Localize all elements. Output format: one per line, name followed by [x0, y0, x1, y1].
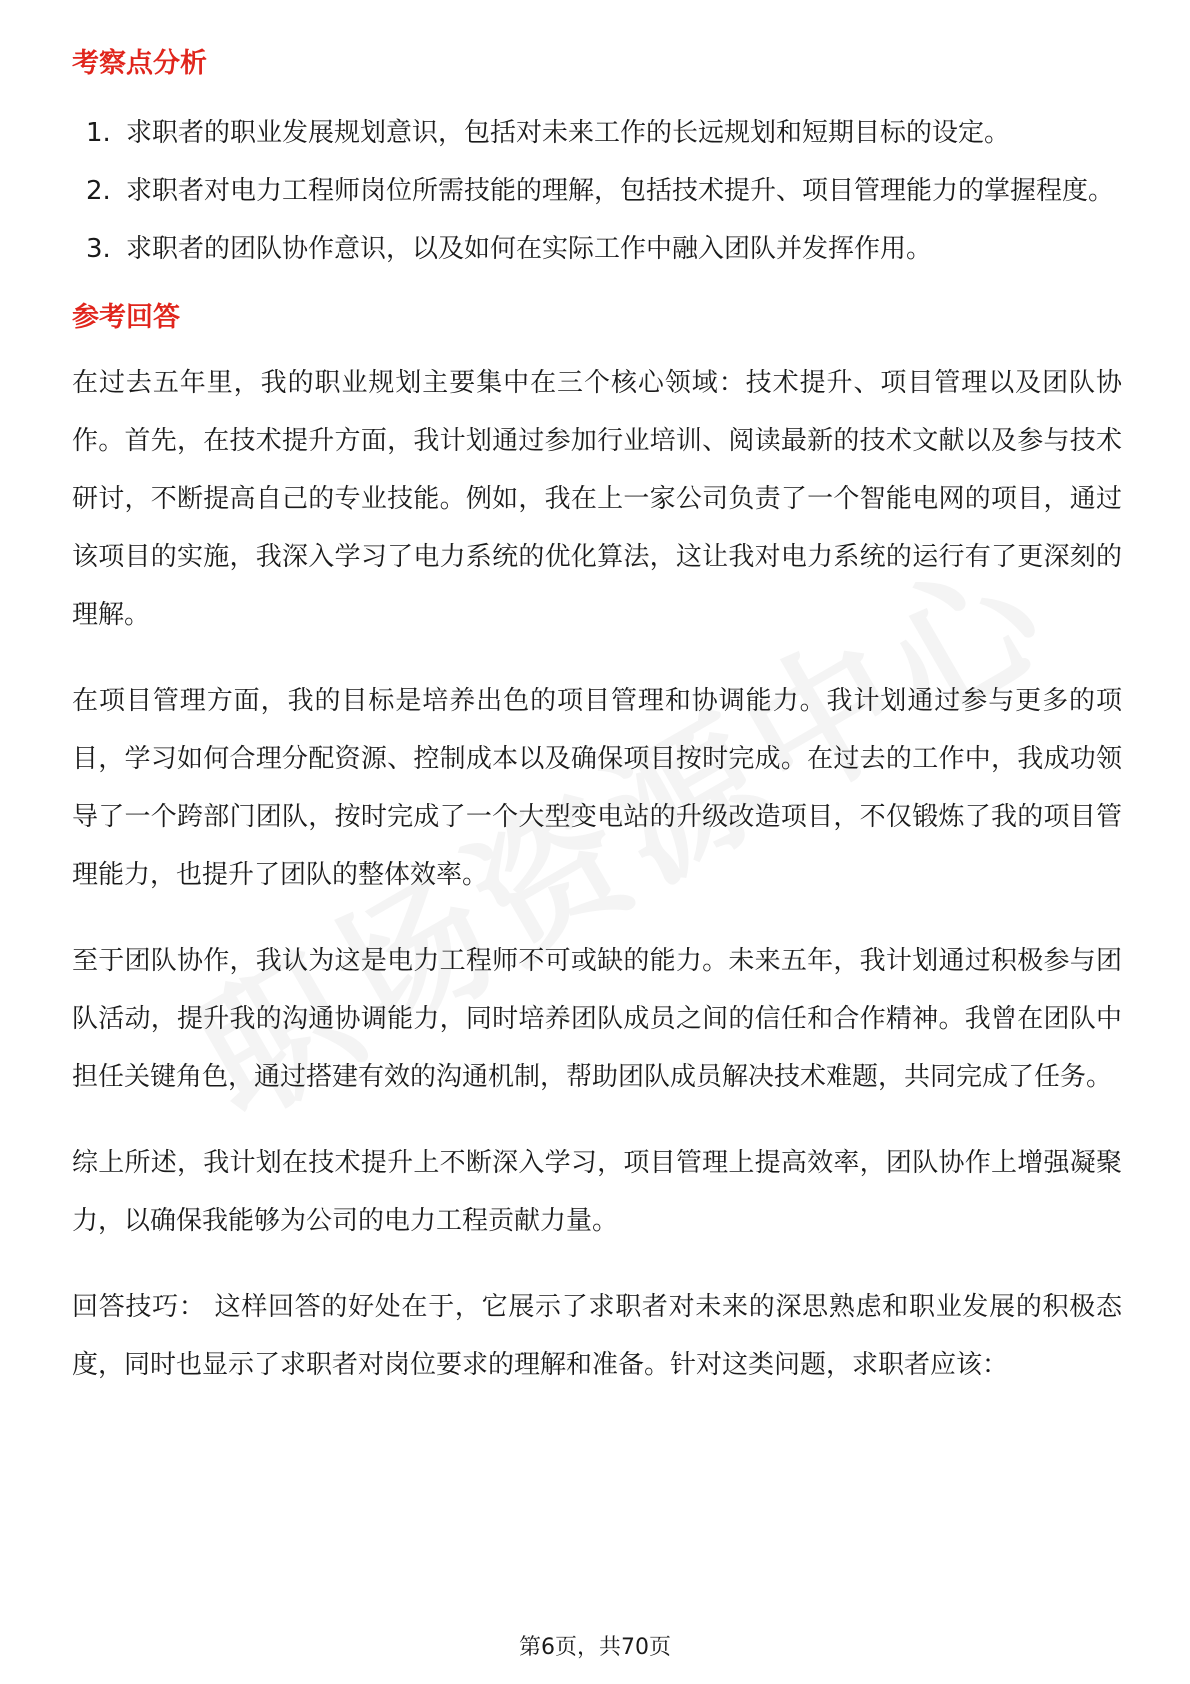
answer-paragraph: 在项目管理方面，我的目标是培养出色的项目管理和协调能力。我计划通过参与更多的项目，学习如何合理分配资源、控制成本以及确保项目按时完成。在过去的工作中，我成功领导了一个跨部门团队，按时完成了一个大型变电站的升级改造项目，不仅锻炼了我的项目管理能力，也提升了团队的整体效率。 [72, 686, 1122, 890]
list-item [72, 104, 1122, 162]
list-item-number: 2. [86, 176, 111, 206]
page-number-footer: 第6页，共70页 [519, 1635, 671, 1660]
list-item-text: 求职者对电力工程师岗位所需技能的理解，包括技术提升、项目管理能力的掌握程度。 [126, 176, 1115, 206]
analysis-points-list [72, 104, 1122, 278]
answer-paragraph: 综上所述，我计划在技术提升上不断深入学习，项目管理上提高效率，团队协作上增强凝聚力，以确保我能够为公司的电力工程贡献力量。 [72, 1148, 1122, 1236]
list-item-text: 求职者的职业发展规划意识，包括对未来工作的长远规划和短期目标的设定。 [126, 118, 1011, 148]
section-title-answer: 参考回答 [72, 302, 180, 333]
list-item-text: 求职者的团队协作意识，以及如何在实际工作中融入团队并发挥作用。 [126, 234, 933, 264]
list-item-number: 3. [86, 234, 111, 264]
answer-paragraph: 至于团队协作，我认为这是电力工程师不可或缺的能力。未来五年，我计划通过积极参与团队活动，提升我的沟通协调能力，同时培养团队成员之间的信任和合作精神。我曾在团队中担任关键角色，通过搭建有效的沟通机制，帮助团队成员解决技术难题，共同完成了任务。 [72, 946, 1122, 1092]
list-item [72, 162, 1122, 220]
list-item-number: 1. [86, 118, 111, 148]
answer-tips-paragraph: 回答技巧： 这样回答的好处在于，它展示了求职者对未来的深思熟虑和职业发展的积极态度，同时也显示了求职者对岗位要求的理解和准备。针对这类问题，求职者应该： [72, 1292, 1122, 1380]
page-content [72, 44, 1122, 1422]
list-item [72, 220, 1122, 278]
section-title-analysis: 考察点分析 [72, 48, 207, 79]
answer-paragraph: 在过去五年里，我的职业规划主要集中在三个核心领域：技术提升、项目管理以及团队协作。首先，在技术提升方面，我计划通过参加行业培训、阅读最新的技术文献以及参与技术研讨，不断提高自己的专业技能。例如，我在上一家公司负责了一个智能电网的项目，通过该项目的实施，我深入学习了电力系统的优化算法，这让我对电力系统的运行有了更深刻的理解。 [72, 368, 1122, 630]
